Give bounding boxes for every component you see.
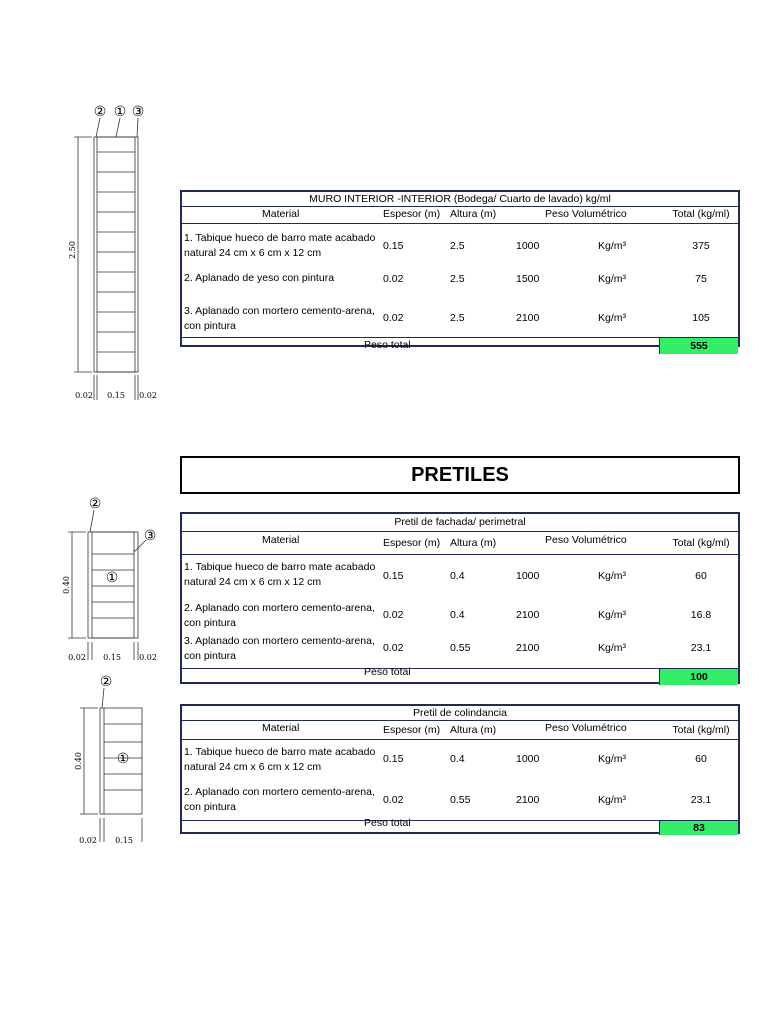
height-label: 0.40 (62, 576, 71, 594)
header-espesor: Espesor (m) (383, 537, 441, 549)
header-total: Total (kg/ml) (672, 724, 730, 736)
cell-material: 2. Aplanado de yeso con pintura (184, 272, 335, 284)
cell-peso: 2100 (516, 609, 540, 621)
table-row (182, 780, 738, 820)
cell-peso: 1000 (516, 570, 540, 582)
cell-unit: Kg/m³ (598, 273, 627, 285)
thickness-label-1: 0.02 (68, 653, 86, 662)
callout-2: ② (93, 104, 107, 120)
thickness-label-2: 0.15 (103, 653, 121, 662)
cell-altura: 2.5 (450, 312, 465, 324)
cell-espesor: 0.15 (383, 570, 404, 582)
table-row (182, 224, 738, 268)
cell-peso: 2100 (516, 642, 540, 654)
header-material: Material (262, 208, 300, 220)
table-footer (182, 817, 738, 835)
header-altura: Altura (m) (450, 724, 497, 736)
cell-total: 105 (692, 312, 710, 324)
header-total: Total (kg/ml) (672, 208, 730, 220)
table-row (182, 555, 738, 599)
callout-3: ③ (143, 528, 157, 544)
pretil-colindancia-drawing (64, 672, 164, 847)
header-material: Material (262, 534, 300, 546)
cell-total: 75 (695, 273, 707, 285)
cell-altura: 0.4 (450, 570, 465, 582)
cell-material: 3. Aplanado con mortero cemento-arena, con pintura (184, 305, 375, 332)
cell-material: 3. Aplanado con mortero cemento-arena, con pintura (184, 635, 375, 662)
header-total: Total (kg/ml) (672, 537, 730, 549)
header-espesor: Espesor (m) (383, 724, 441, 736)
cell-peso: 1000 (516, 753, 540, 765)
callout-2: ② (99, 674, 113, 690)
header-altura: Altura (m) (450, 537, 497, 549)
thickness-label-3: 0.02 (139, 391, 157, 400)
table-footer (182, 668, 738, 685)
thickness-label-1: 0.02 (79, 836, 97, 845)
column-headers (182, 532, 738, 555)
total-value: 100 (659, 669, 738, 685)
table-footer (182, 337, 738, 354)
pretil-fachada-drawing (62, 494, 162, 664)
thickness-label-3: 0.02 (139, 653, 157, 662)
pretil-colindancia-table (180, 704, 740, 834)
total-label: Peso total (364, 339, 411, 351)
callout-2: ② (88, 496, 102, 512)
cell-material: 1. Tabique hueco de barro mate acabado natural 24 cm x 6 cm x 12 cm (184, 561, 376, 588)
table-row (182, 268, 738, 304)
cell-total: 16.8 (690, 609, 712, 621)
cell-peso: 2100 (516, 794, 540, 806)
cell-unit: Kg/m³ (598, 794, 627, 806)
table-row (182, 632, 738, 668)
section-title: PRETILES (180, 456, 740, 494)
cell-espesor: 0.02 (383, 609, 404, 621)
cell-total: 23.1 (690, 642, 712, 654)
cell-espesor: 0.15 (383, 240, 404, 252)
cell-total: 375 (692, 240, 710, 252)
cell-unit: Kg/m³ (598, 642, 627, 654)
cell-altura: 0.4 (450, 609, 465, 621)
cell-espesor: 0.02 (383, 312, 404, 324)
table-title: Pretil de colindancia (182, 706, 738, 721)
cell-espesor: 0.02 (383, 794, 404, 806)
header-altura: Altura (m) (450, 208, 497, 220)
cell-unit: Kg/m³ (598, 609, 627, 621)
total-value: 83 (659, 821, 738, 835)
cell-altura: 2.5 (450, 273, 465, 285)
total-label: Peso total (364, 666, 411, 678)
column-headers (182, 721, 738, 740)
header-espesor: Espesor (m) (383, 208, 441, 220)
cell-espesor: 0.02 (383, 273, 404, 285)
table-row (182, 740, 738, 780)
cell-unit: Kg/m³ (598, 570, 627, 582)
cell-peso: 1500 (516, 273, 540, 285)
cell-total: 60 (695, 570, 707, 582)
cell-peso: 1000 (516, 240, 540, 252)
callout-1: ① (105, 570, 119, 586)
muro-section-drawing (66, 100, 166, 405)
callout-1: ① (113, 104, 127, 120)
cell-material: 2. Aplanado con mortero cemento-arena, con pintura (184, 786, 375, 813)
callout-1: ① (116, 751, 130, 767)
table-row (182, 304, 738, 337)
cell-altura: 0.55 (450, 794, 471, 806)
cell-peso: 2100 (516, 312, 540, 324)
cell-material: 2. Aplanado con mortero cemento-arena, con pintura (184, 602, 375, 629)
cell-total: 60 (695, 753, 707, 765)
pretil-fachada-table (180, 512, 740, 684)
table-title: MURO INTERIOR -INTERIOR (Bodega/ Cuarto de lavado) kg/ml (182, 192, 738, 207)
total-value: 555 (659, 338, 738, 354)
table-title: Pretil de fachada/ perimetral (182, 514, 738, 532)
column-headers (182, 207, 738, 224)
cell-altura: 2.5 (450, 240, 465, 252)
cell-material: 1. Tabique hueco de barro mate acabado natural 24 cm x 6 cm x 12 cm (184, 232, 376, 259)
cell-total: 23.1 (690, 794, 712, 806)
cell-unit: Kg/m³ (598, 240, 627, 252)
muro-interior-table (180, 190, 740, 352)
callout-3: ③ (131, 104, 145, 120)
table-row (182, 599, 738, 632)
header-peso-vol: Peso Volumétrico (545, 208, 627, 220)
thickness-label-2: 0.15 (115, 836, 133, 845)
total-label: Peso total (364, 817, 411, 829)
cell-material: 1. Tabique hueco de barro mate acabado natural 24 cm x 6 cm x 12 cm (184, 746, 376, 773)
height-label: 2.50 (68, 241, 77, 259)
header-peso-vol: Peso Volumétrico (545, 534, 627, 546)
cell-espesor: 0.15 (383, 753, 404, 765)
thickness-label-2: 0.15 (107, 391, 125, 400)
cell-unit: Kg/m³ (598, 312, 627, 324)
header-material: Material (262, 722, 300, 734)
cell-espesor: 0.02 (383, 642, 404, 654)
cell-altura: 0.55 (450, 642, 471, 654)
cell-altura: 0.4 (450, 753, 465, 765)
header-peso-vol: Peso Volumétrico (545, 722, 627, 734)
height-label: 0.40 (74, 752, 83, 770)
thickness-label-1: 0.02 (75, 391, 93, 400)
cell-unit: Kg/m³ (598, 753, 627, 765)
